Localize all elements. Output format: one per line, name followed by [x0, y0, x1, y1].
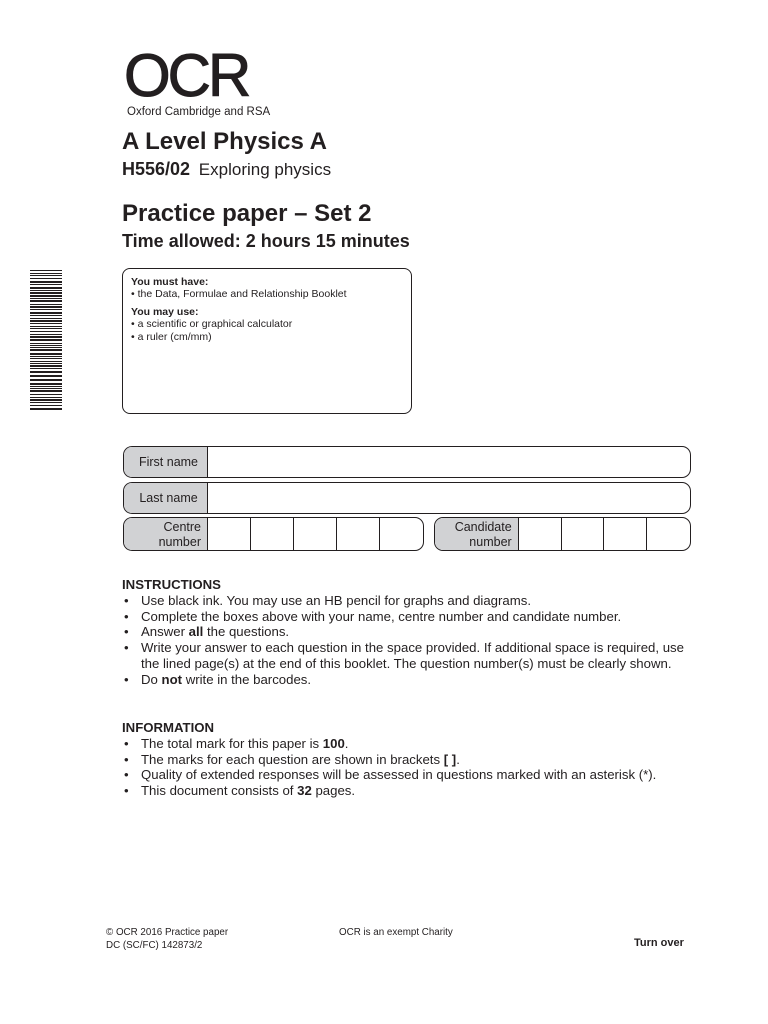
- logo-subtitle: Oxford Cambridge and RSA: [127, 106, 271, 118]
- qualification-title: A Level Physics A: [122, 128, 327, 155]
- footer-left: [106, 927, 228, 952]
- centre-number-group: [123, 517, 424, 551]
- emphasis: not: [161, 671, 183, 687]
- centre-number-digit[interactable]: [208, 518, 251, 550]
- centre-number-label: [124, 518, 208, 550]
- unit-code: H556/02: [122, 159, 191, 179]
- must-have-item: • the Data, Formulae and Relationship Booklet: [131, 288, 347, 300]
- text: Do: [141, 671, 162, 687]
- paper-title: Practice paper – Set 2: [122, 200, 372, 227]
- centre-number-digit[interactable]: [294, 518, 337, 550]
- instructions-section: [122, 577, 702, 688]
- may-use-item: • a scientific or graphical calculator: [131, 318, 293, 330]
- candidate-number-digit[interactable]: [519, 518, 562, 550]
- centre-number-digit[interactable]: [380, 518, 423, 550]
- information-heading: INFORMATION: [122, 720, 215, 735]
- copyright: © OCR 2016 Practice paper: [106, 927, 229, 938]
- centre-number-digit[interactable]: [251, 518, 294, 550]
- unit-name: Exploring physics: [198, 160, 332, 179]
- last-name-row: [123, 482, 691, 514]
- centre-label-line1: Centre: [163, 520, 201, 534]
- unit-line: [122, 159, 331, 180]
- information-item: [122, 752, 702, 768]
- text: Answer: [141, 624, 189, 640]
- logo-wordmark: OCR: [124, 42, 249, 109]
- instruction-item: • Complete the boxes above with your name, centre number and candidate number.: [122, 609, 702, 625]
- may-use-heading: You may use:: [131, 306, 199, 318]
- last-name-label: Last name: [124, 483, 208, 513]
- emphasis: [ ]: [443, 751, 457, 767]
- last-name-field[interactable]: [208, 483, 690, 513]
- text: This document consists of: [141, 783, 298, 799]
- instruction-item: [122, 672, 702, 688]
- document-ref: DC (SC/FC) 142873/2: [106, 939, 203, 951]
- barcode-icon: [30, 270, 62, 412]
- text: the questions.: [203, 624, 290, 640]
- candidate-number-digit[interactable]: [562, 518, 605, 550]
- text: .: [344, 735, 349, 751]
- turn-over: Turn over: [634, 937, 684, 949]
- text: write in the barcodes.: [182, 671, 312, 687]
- instruction-item: • Use black ink. You may use an HB pencil for graphs and diagrams.: [122, 593, 702, 609]
- information-item: [122, 783, 702, 799]
- instruction-item: [122, 624, 702, 640]
- candidate-number-label: [435, 518, 519, 550]
- first-name-field[interactable]: [208, 447, 690, 477]
- text: The marks for each question are shown in brackets: [141, 751, 444, 767]
- information-section: [122, 720, 702, 799]
- candidate-number-digit[interactable]: [647, 518, 690, 550]
- text: The total mark for this paper is: [141, 735, 323, 751]
- candidate-number-group: [434, 517, 691, 551]
- instruction-item: • Write your answer to each question in the space provided. If additional space is required, use the lined page(s) at the end of this booklet. The question number(s) must be clearly shown.: [122, 640, 702, 672]
- information-item: [122, 736, 702, 752]
- time-allowed: Time allowed: 2 hours 15 minutes: [122, 231, 410, 251]
- centre-label-line2: number: [158, 535, 201, 549]
- may-use-item: • a ruler (cm/mm): [131, 331, 212, 343]
- requirements-box: [122, 268, 412, 414]
- candidate-label-line1: Candidate: [454, 520, 512, 534]
- emphasis: 100: [322, 735, 345, 751]
- candidate-number-digit[interactable]: [604, 518, 647, 550]
- centre-number-digit[interactable]: [337, 518, 380, 550]
- emphasis: 32: [297, 783, 312, 799]
- emphasis: all: [188, 624, 204, 640]
- must-have-heading: You must have:: [131, 276, 209, 288]
- ocr-logo: [124, 42, 284, 122]
- text: .: [456, 751, 460, 767]
- charity-note: OCR is an exempt Charity: [339, 927, 453, 938]
- text: pages.: [311, 783, 356, 799]
- information-item: • Quality of extended responses will be assessed in questions marked with an asterisk (*).: [122, 767, 702, 783]
- candidate-label-line2: number: [469, 535, 512, 549]
- first-name-label: First name: [124, 447, 208, 477]
- first-name-row: [123, 446, 691, 478]
- instructions-heading: INSTRUCTIONS: [122, 577, 221, 592]
